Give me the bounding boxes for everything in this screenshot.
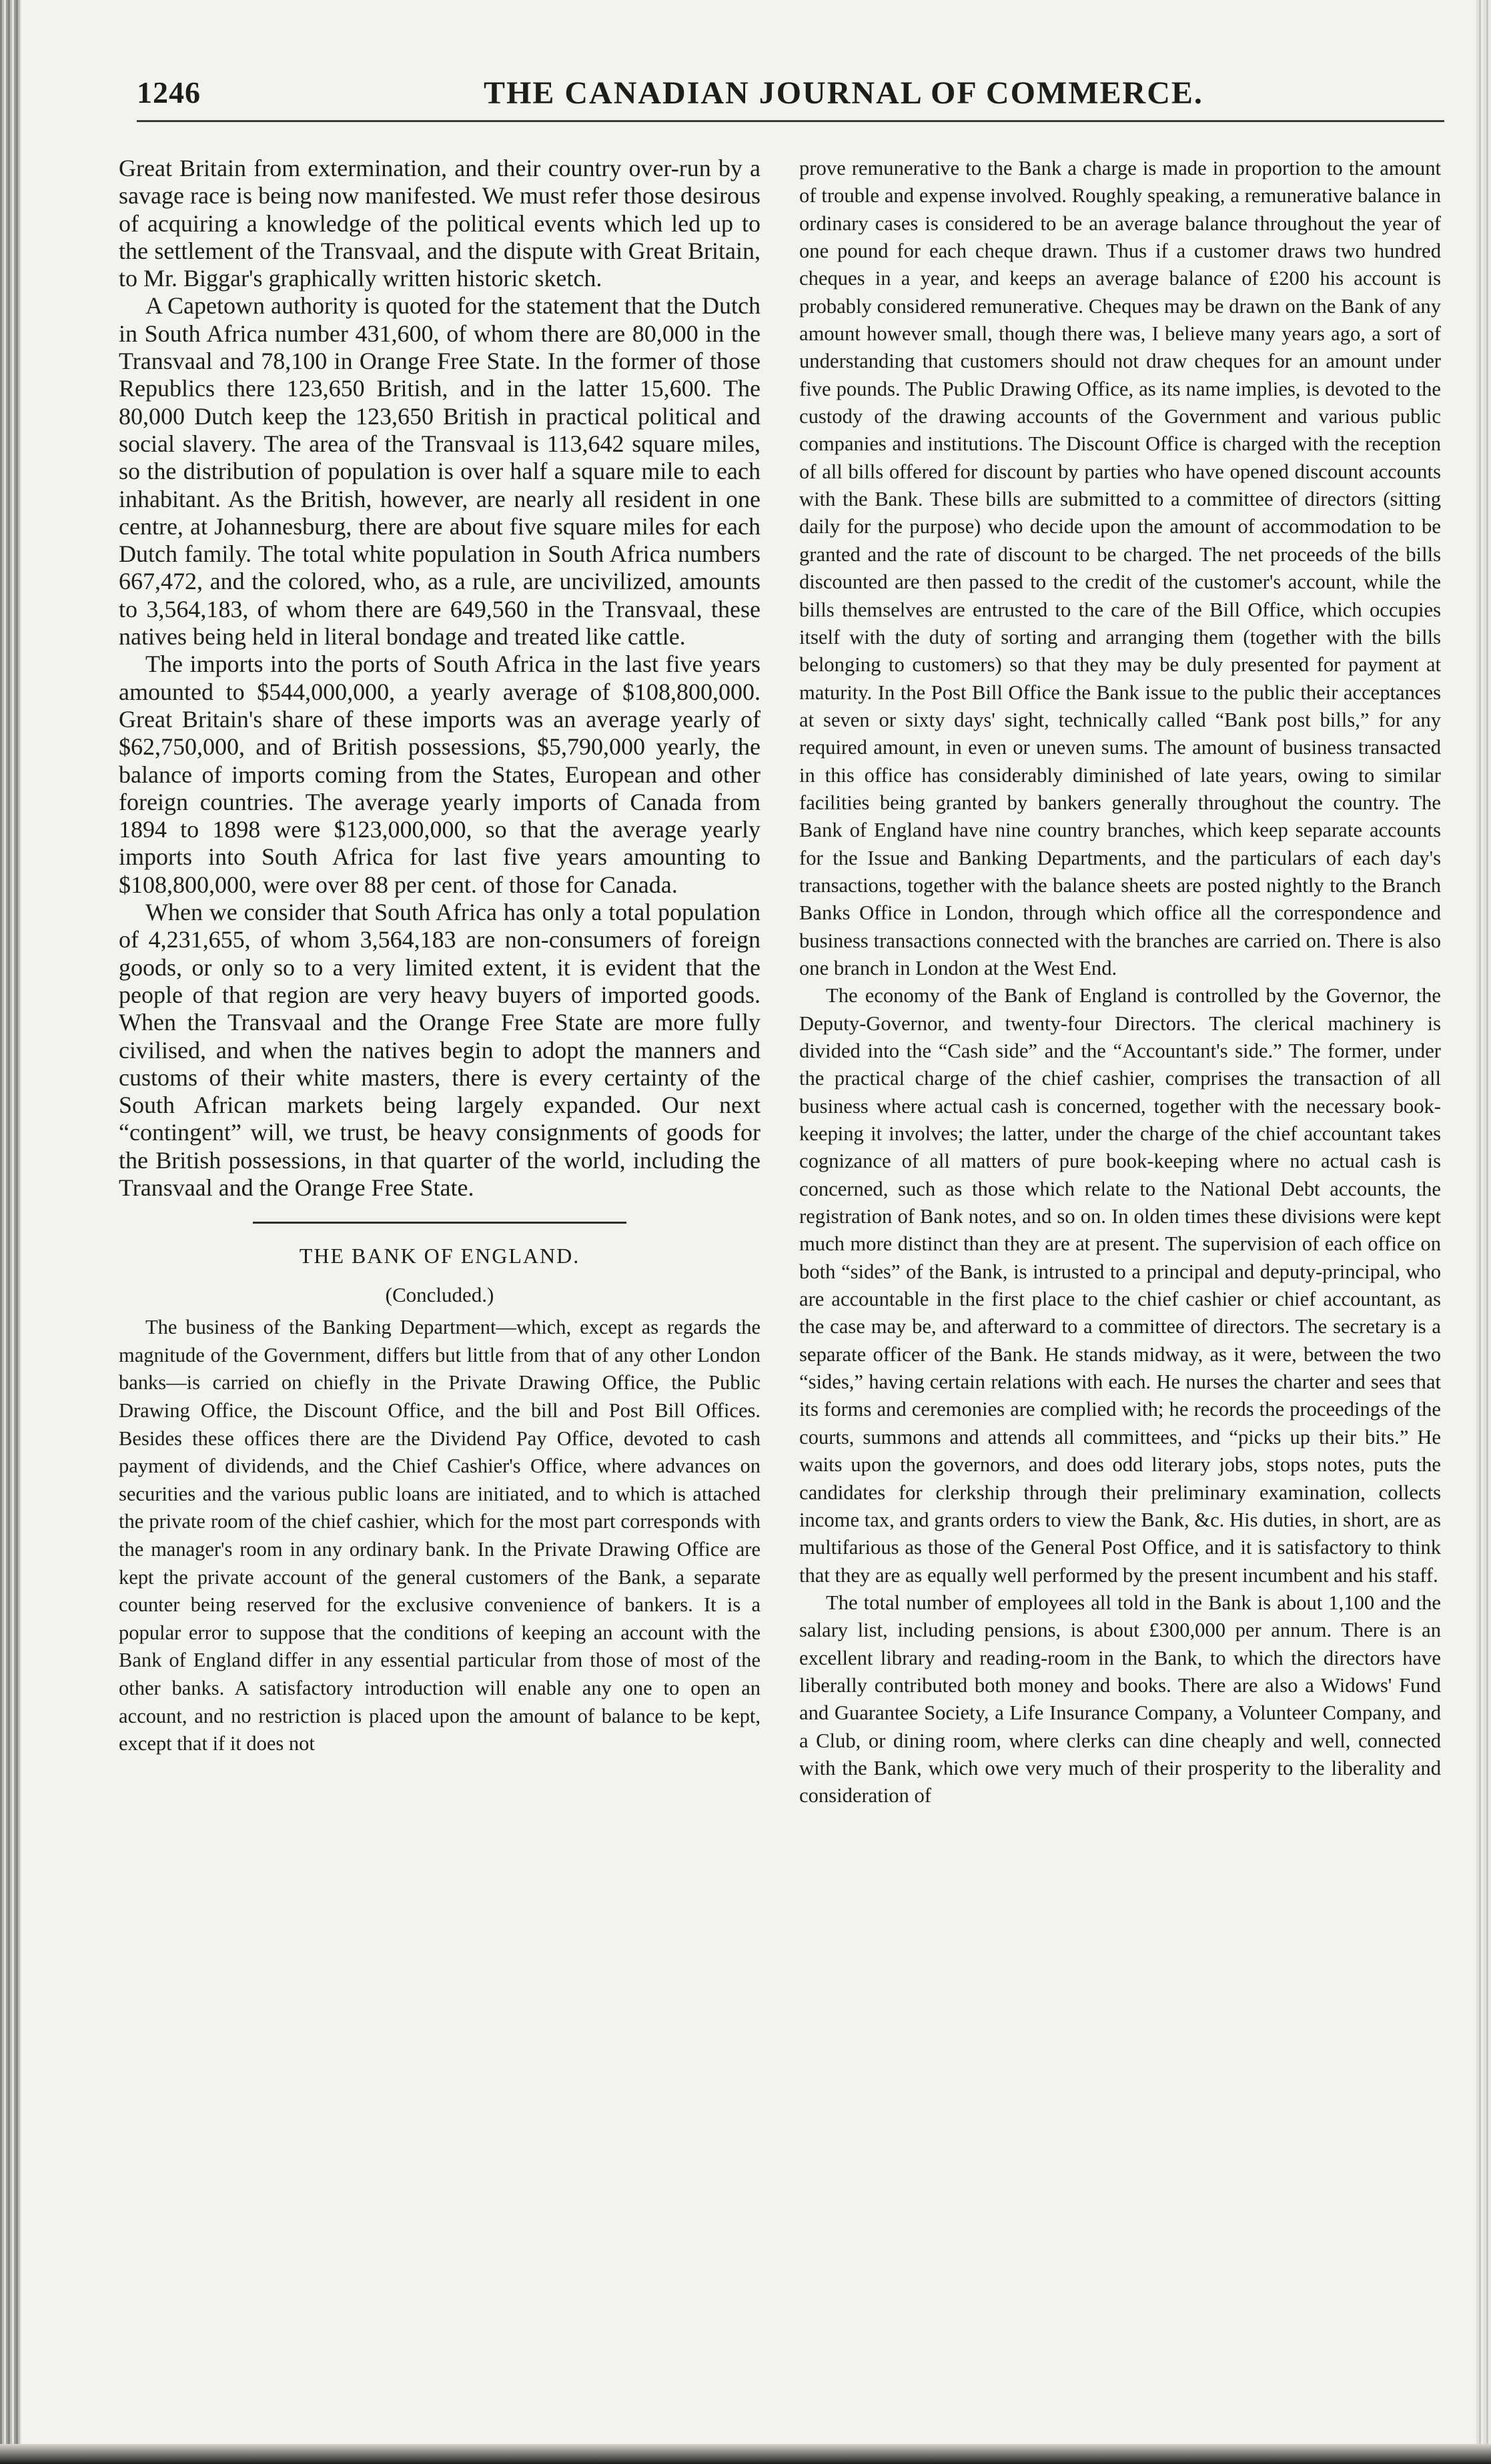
right-column (799, 155, 1441, 1810)
scan-edge-bottom (0, 2444, 1491, 2464)
left-column (119, 155, 761, 1758)
article-paragraph: prove remunerative to the Bank a charge is made in proportion to the amount of trouble and expense involved. Roughly speaking, a remunerative balance in ordinary cases is considered to be an average balance throughout the year of one pound for each cheque drawn. Thus if a customer draws two hundred cheques in a year, and keeps an average balance of £200 his account is probably considered remunerative. Cheques may be drawn on the Bank of any amount however small, though there was, I believe many years ago, a sort of understanding that customers should not draw cheques for an amount under five pounds. The Public Drawing Office, as its name implies, is devoted to the custody of the drawing accounts of the Government and various public companies and institutions. The Discount Office is charged with the reception of all bills offered for discount by parties who have opened discount accounts with the Bank. These bills are submitted to a committee of directors (sitting daily for the purpose) who decide upon the amount of accommodation to be granted and the rate of discount to be charged. The net proceeds of the bills discounted are then passed to the credit of the customer's account, while the bills themselves are entrusted to the care of the Bill Office, which occupies itself with the duty of sorting and arranging them (together with the bills belonging to customers) so that they may be duly presented for payment at maturity. In the Post Bill Office the Bank issue to the public their acceptances at seven or sixty days' sight, technically called “Bank post bills,” for any required amount, in even or uneven sums. The amount of business transacted in this office has considerably diminished of late years, owing to similar facilities being granted by bankers generally throughout the country. The Bank of England have nine country branches, which keep separate accounts for the Issue and Banking Departments, and the particulars of each day's transactions, together with the balance sheets are posted nightly to the Branch Banks Office in London, through which office all the correspondence and business transactions connected with the branches are carried on. There is also one branch in London at the West End. (799, 157, 1441, 979)
article-paragraph: When we consider that South Africa has only a total population of 4,231,655, of whom 3,564,183 are non-consumers of foreign goods, or only so to a very limited extent, it is evident that the people of that region are very heavy buyers of imported goods. When the Transvaal and the Orange Free State are more fully civilised, and when the natives begin to adopt the manners and customs of their white masters, there is every certainty of the South African markets being largely expanded. Our next “contingent” will, we trust, be heavy consignments of goods for the British possessions, in that quarter of the world, including the Transvaal and the Orange Free State. (119, 899, 761, 1201)
article-paragraph: The total number of employees all told in the Bank is about 1,100 and the salary list, including pensions, is about £300,000 per annum. There is an excellent library and reading-room in the Bank, to which the directors have liberally contributed both money and books. There are also a Widows' Fund and Guarantee Society, a Life Insurance Company, a Volunteer Company, and a Club, or dining room, where clerks can dine cheaply and well, connected with the Bank, which owe very much of their prosperity to the liberality and consideration of (799, 1591, 1441, 1807)
header-rule (137, 120, 1444, 122)
section-paragraph: The business of the Banking Department—which, except as regards the magnitude of the Government, differs but little from that of any other London banks—is carried on chiefly in the Private Drawing Office, the Public Drawing Office, the Discount Office, and the bill and Post Bill Offices. Besides these offices there are the Dividend Pay Office, devoted to cash payment of dividends, and the Chief Cashier's Office, where advances on securities and the various public loans are initiated, and to which is attached the private room of the chief cashier, which for the most part corresponds with the manager's room in any ordinary bank. In the Private Drawing Office are kept the private account of the general customers of the Bank, a separate counter being reserved for the exclusive convenience of bankers. It is a popular error to suppose that the conditions of keeping an account with the Bank of England differ in any essential particular from those of most of the other banks. A satisfactory introduction will enable any one to open an account, and no restriction is placed upon the amount of balance to be kept, except that if it does not (119, 1316, 761, 1755)
article-paragraph: The imports into the ports of South Africa in the last five years amounted to $544,000,000, a yearly average of $108,800,000. Great Britain's share of these imports was an average yearly of $62,750,000, and of British possessions, $5,790,000 yearly, the balance of imports coming from the States, European and other foreign countries. The average yearly imports of Canada from 1894 to 1898 were $123,000,000, so that the average yearly imports into South Africa for last five years amounting to $108,800,000, were over 88 per cent. of those for Canada. (119, 651, 761, 898)
section-subtitle: (Concluded.) (385, 1283, 494, 1307)
page-number: 1246 (137, 75, 201, 109)
article-paragraph: A Capetown authority is quoted for the statement that the Dutch in South Africa number 431,600, of whom there are 80,000 in the Transvaal and 78,100 in Orange Free State. In the former of those Republics there 123,650 British, and in the latter 15,600. The 80,000 Dutch keep the 123,650 British in practical political and social slavery. The area of the Transvaal is 113,642 square miles, so the distribution of population is over half a square mile to each inhabitant. As the British, however, are nearly all resident in one centre, at Johannesburg, there are about five square miles for each Dutch family. The total white population in South Africa numbers 667,472, and the colored, who, as a rule, are uncivilized, amounts to 3,564,183, of whom there are 649,560 in the Transvaal, these natives being held in literal bondage and treated like cattle. (119, 292, 761, 651)
section-divider (253, 1222, 626, 1224)
article-paragraph: Great Britain from extermination, and their country over-run by a savage race is being now manifested. We must refer those desirous of acquiring a knowledge of the political events which led up to the settlement of the Transvaal, and the dispute with Great Britain, to Mr. Biggar's graphically written historic sketch. (119, 155, 761, 292)
section-title: THE BANK OF ENGLAND. (299, 1244, 580, 1268)
scan-edge-right (1476, 0, 1491, 2464)
article-paragraph: The economy of the Bank of England is controlled by the Governor, the Deputy-Governor, and twenty-four Directors. The clerical machinery is divided into the “Cash side” and the “Accountant's side.” The former, under the practical charge of the chief cashier, comprises the transaction of all business where actual cash is concerned, together with the necessary book-keeping it involves; the latter, under the charge of the chief accountant takes cognizance of all matters of pure book-keeping where no actual cash is concerned, such as those which relate to the National Debt accounts, the registration of Bank notes, and so on. In olden times these divisions were kept much more distinct than they are at present. The supervision of each office on both “sides” of the Bank, is intrusted to a principal and deputy-principal, who are accountable in the first place to the chief cashier or chief accountant, as the case may be, and afterward to a committee of directors. The secretary is a separate officer of the Bank. He stands midway, as it were, between the two “sides,” having certain relations with each. He nurses the charter and sees that its forms and ceremonies are complied with; he records the proceedings of the courts, summons and attends all committees, and “picks up their bits.” He waits upon the governors, and does odd literary jobs, stops notes, puts the candidates for clerkship through their preliminary examination, collects income tax, and grants orders to view the Bank, &c. His duties, in short, are as multifarious as those of the General Post Office, and it is satisfactory to think that they are as equally well performed by the present incumbent and his staff. (799, 984, 1441, 1587)
page-header (137, 75, 1431, 121)
journal-title: THE CANADIAN JOURNAL OF COMMERCE. (484, 75, 1203, 111)
scan-edge-left (0, 0, 21, 2464)
